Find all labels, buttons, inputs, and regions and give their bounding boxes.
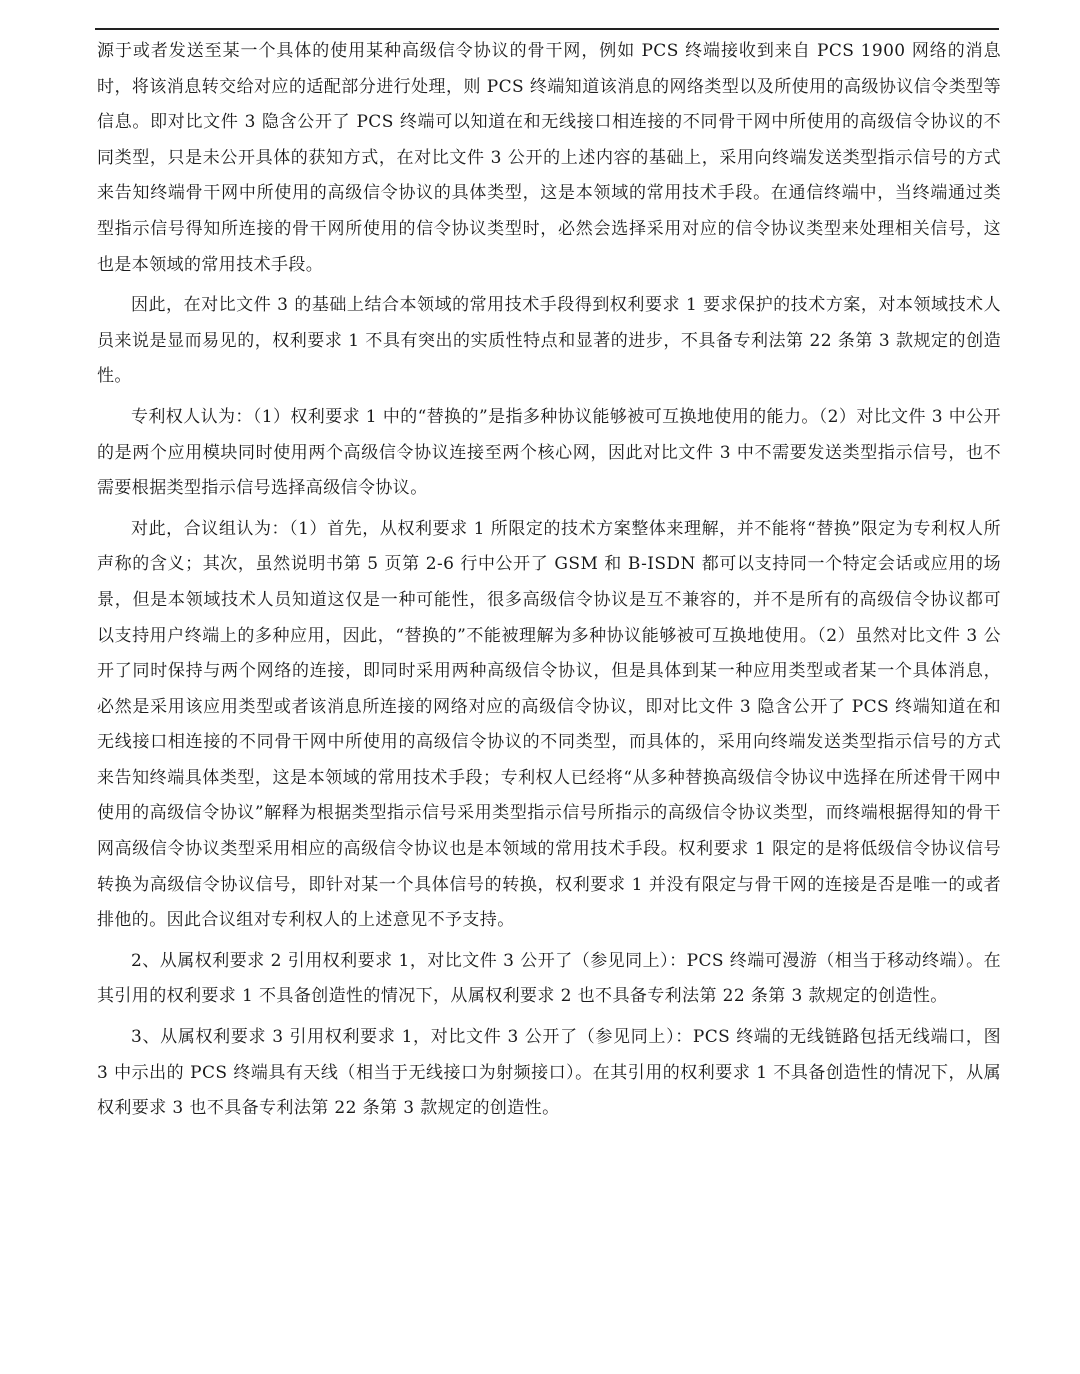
paragraph-dependent-claim-3: 3、从属权利要求 3 引用权利要求 1，对比文件 3 公开了（参见同上）：PCS 终端的无线链路包括无线端口，图 3 中示出的 PCS 终端具有天线（相当于无线接口为射频接口）。在其引用的权利要求 1 不具备创造性的情况下，从属权利要求 3 也不具备专利法第 22 条第 3 款规定的创造性。	[97, 1027, 1001, 1119]
paragraph-conclusion-claim-1: 因此，在对比文件 3 的基础上结合本领域的常用技术手段得到权利要求 1 要求保护的技术方案，对本领域技术人员来说是显而易见的，权利要求 1 不具有突出的实质性特点和显著的进步，不具备专利法第 22 条第 3 款规定的创造性。	[97, 295, 1001, 387]
paragraph-continuation: 源于或者发送至某一个具体的使用某种高级信令协议的骨干网，例如 PCS 终端接收到来自 PCS 1900 网络的消息时，将该消息转交给对应的适配部分进行处理，则 PCS 终端知道该消息的网络类型以及所使用的高级协议信令类型等信息。即对比文件 3 隐含公开了 PCS 终端可以知道在和无线接口相连接的不同骨干网中所使用的高级信令协议的不同类型，只是未公开具体的获知方式，在对比文件 3 公开的上述内容的基础上，采用向终端发送类型指示信号的方式来告知终端骨干网中所使用的高级信令协议的具体类型，这是本领域的常用技术手段。在通信终端中，当终端通过类型指示信号得知所连接的骨干网所使用的信令协议类型时，必然会选择采用对应的信令协议类型来处理相关信号，这也是本领域的常用技术手段。	[97, 41, 1001, 275]
document-body	[97, 34, 1001, 1132]
paragraph-panel-response: 对此，合议组认为：（1）首先，从权利要求 1 所限定的技术方案整体来理解，并不能将“替换”限定为专利权人所声称的含义；其次，虽然说明书第 5 页第 2-6 行中公开了 GSM 和 B-ISDN 都可以支持同一个特定会话或应用的场景，但是本领域技术人员知道这仅是一种可能性，很多高级信令协议是互不兼容的，并不是所有的高级信令协议都可以支持用户终端上的多种应用，因此，“替换的”不能被理解为多种协议能够被可互换地使用。（2）虽然对比文件 3 公开了同时保持与两个网络的连接，即同时采用两种高级信令协议，但是具体到某一种应用类型或者某一个具体消息，必然是采用该应用类型或者该消息所连接的网络对应的高级信令协议，即对比文件 3 隐含公开了 PCS 终端知道在和无线接口相连接的不同骨干网中所使用的高级信令协议的不同类型，而具体的，采用向终端发送类型指示信号的方式来告知终端具体类型，这是本领域的常用技术手段；专利权人已经将“从多种替换高级信令协议中选择在所述骨干网中使用的高级信令协议”解释为根据类型指示信号采用类型指示信号所指示的高级信令协议类型，而终端根据得知的骨干网高级信令协议类型采用相应的高级信令协议也是本领域的常用技术手段。权利要求 1 限定的是将低级信令协议信号转换为高级信令协议信号，即针对某一个具体信号的转换，权利要求 1 并没有限定与骨干网的连接是否是唯一的或者排他的。因此合议组对专利权人的上述意见不予支持。	[97, 518, 1001, 931]
header-rule	[95, 28, 999, 30]
paragraph-patentee-argument: 专利权人认为：（1）权利要求 1 中的“替换的”是指多种协议能够被可互换地使用的能力。（2）对比文件 3 中公开的是两个应用模块同时使用两个高级信令协议连接至两个核心网，因此对比文件 3 中不需要发送类型指示信号，也不需要根据类型指示信号选择高级信令协议。	[97, 406, 1001, 499]
paragraph-dependent-claim-2: 2、从属权利要求 2 引用权利要求 1，对比文件 3 公开了（参见同上）：PCS 终端可漫游（相当于移动终端）。在其引用的权利要求 1 不具备创造性的情况下，从属权利要求 2 也不具备专利法第 22 条第 3 款规定的创造性。	[97, 950, 1001, 1007]
